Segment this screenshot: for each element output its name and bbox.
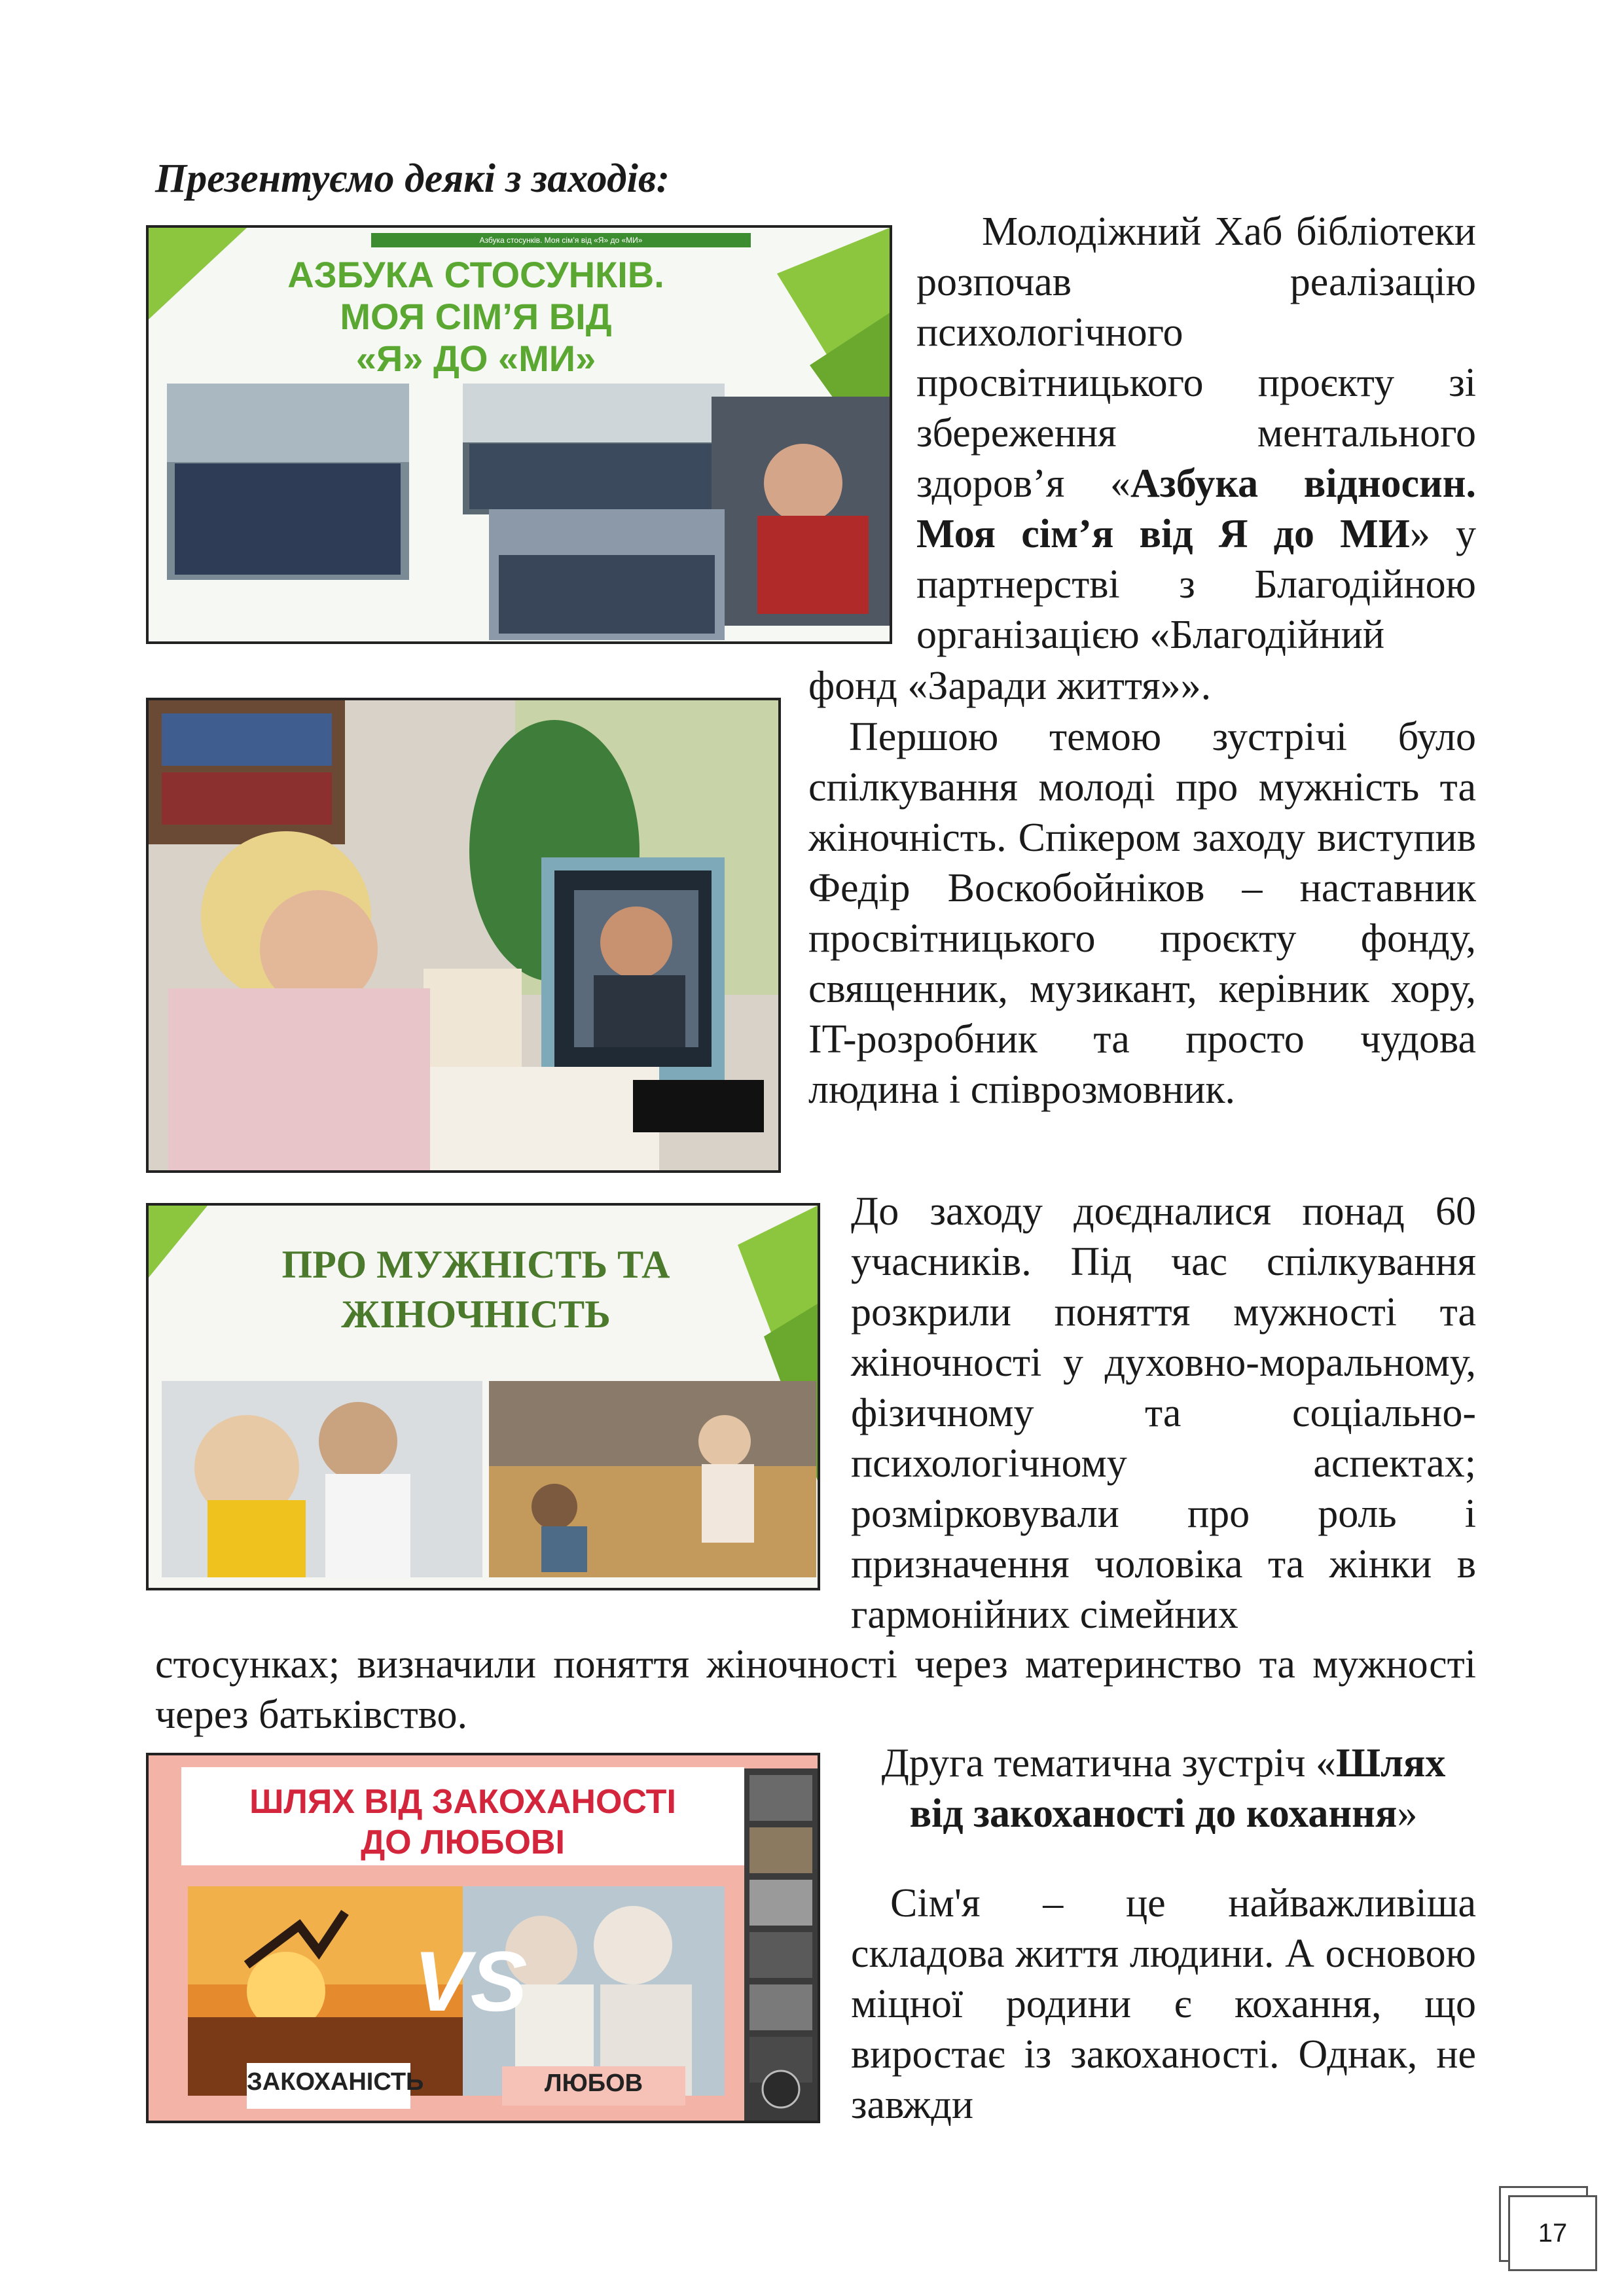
paragraph-intro xyxy=(916,207,1476,660)
intro-text-end: » у партнерстві з Благодійною організацією «Благодійний xyxy=(916,512,1476,657)
slide-vs-mark: VS xyxy=(414,1933,528,2029)
slide-title-muzhnist xyxy=(247,1240,705,1339)
slide-label-liubov: ЛЮБОВ xyxy=(544,2070,643,2097)
slide-title-line-2: ДО ЛЮБОВІ xyxy=(361,1823,565,1861)
slide-title-line-3: «Я» ДО «МИ» xyxy=(355,338,596,379)
figure-azbuka-stosunkiv xyxy=(146,225,892,644)
slide-label-zakokhanist: ЗАКОХАНІСТЬ xyxy=(247,2068,424,2096)
second-meeting-prefix: Друга тематична зустріч « xyxy=(881,1741,1336,1785)
slide-banner: Азбука стосунків. Моя сім’я від «Я» до «МИ» xyxy=(479,236,643,245)
second-meeting-suffix: » xyxy=(1397,1791,1418,1836)
page-number-box xyxy=(1499,2186,1597,2271)
paragraph-family: Сім'я – це найважливіша складова життя людини. А основою міцної родини є кохання, що виростає із закоханості. Однак, не завжди xyxy=(851,1881,1476,2127)
photo-video-call xyxy=(149,700,778,1170)
slide-title-line-1: ПРО МУЖНІСТЬ ТА xyxy=(281,1243,670,1286)
section-heading: Презентуємо деякі з заходів: xyxy=(155,156,670,201)
intro-text-start: Молодіжний Хаб бібліотеки розпочав реалізацію психологічного просвітницького проєкту зі збереження ментального здоров’я « xyxy=(916,209,1476,506)
paragraph-first-meeting: Першою темою зустрічі було спілкування молоді про мужність та жіночність. Спікером заходу виступив Федір Воскобойніков – наставник просвітницького проєкту фонду, священник, музикант, керівник хору, IT-розробник та просто чудова людина і співрозмовник. xyxy=(808,715,1476,1112)
page-number: 17 xyxy=(1508,2195,1597,2271)
slide-title-azbuka xyxy=(247,254,705,380)
paragraph-intro-tail: фонд «Заради життя»». xyxy=(808,664,1212,708)
slide-title-line-1: ШЛЯХ ВІД ЗАКОХАНОСТІ xyxy=(249,1783,676,1821)
figure-muzhnist-zhinochnist xyxy=(146,1203,820,1590)
slide-title-line-2: ЖІНОЧНІСТЬ xyxy=(341,1293,611,1336)
second-meeting-title xyxy=(851,1738,1476,1839)
paragraph-participants: До заходу доєдналися понад 60 учасників. Під час спілкування розкрили поняття мужності та жіночності у духовно-моральному, фізичному та соціально-психологічному аспектах; розмірковували про роль і призначення чоловіка та жінки в гармонійних сімейних xyxy=(851,1189,1476,1637)
figure-shliakh-vid-zakokhanosti xyxy=(146,1753,820,2123)
slide-title-shliakh xyxy=(181,1782,744,1863)
paragraph-participants-tail: стосунках; визначили поняття жіночності через материнство та мужності через батьківство. xyxy=(155,1642,1476,1737)
figure-video-call-photo xyxy=(146,698,781,1173)
second-meeting-topic: Шлях від закоханості до кохання xyxy=(909,1741,1446,1836)
slide-title-line-2: МОЯ СІМ’Я ВІД xyxy=(340,296,612,337)
project-name: Азбука відносин. Моя сім’я від Я до МИ xyxy=(916,461,1477,556)
slide-title-line-1: АЗБУКА СТОСУНКІВ. xyxy=(287,254,664,295)
